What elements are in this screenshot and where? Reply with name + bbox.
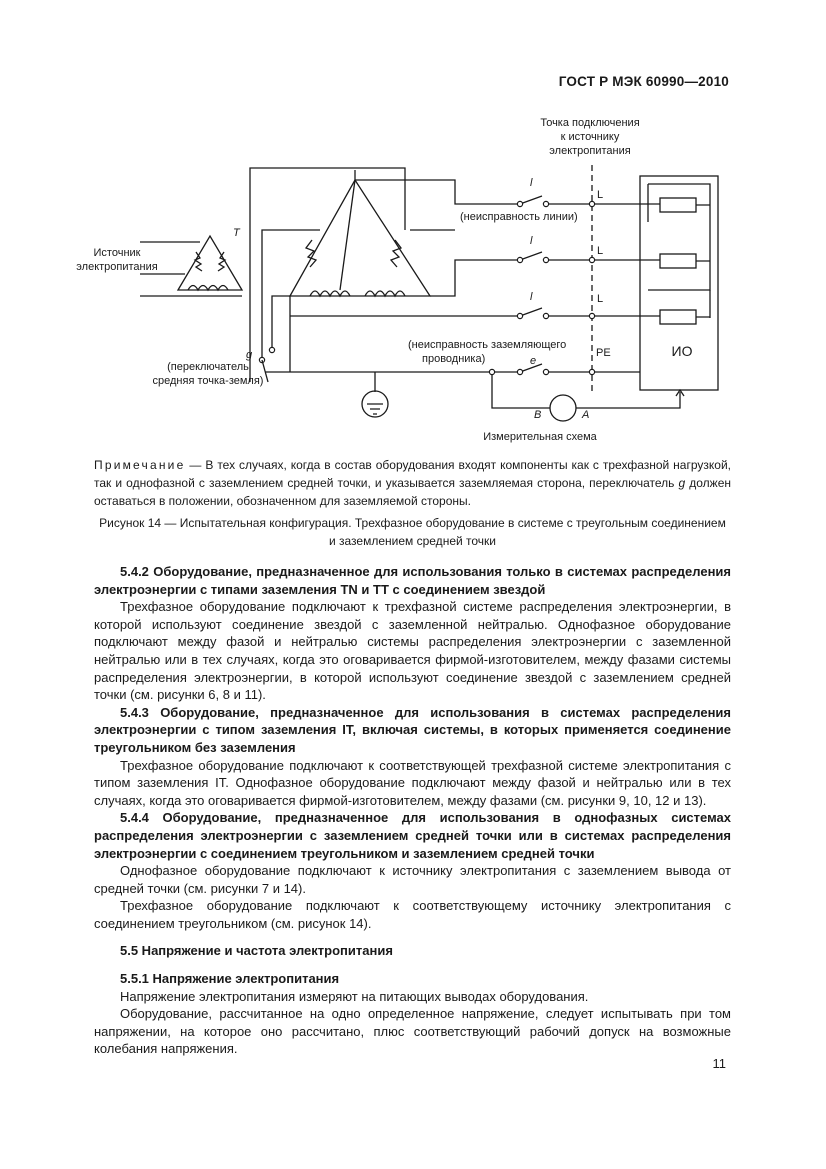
source-label-1: Источник bbox=[93, 247, 141, 259]
PE-label: PE bbox=[596, 347, 611, 359]
delta-transformer bbox=[290, 180, 430, 296]
L-label-1: L bbox=[597, 189, 604, 201]
section-5-4-2-title: 5.4.2 Оборудование, предназначенное для использования только в системах распределения электроэнергии с типами заземления TN и TT с соединением звездой bbox=[94, 564, 731, 597]
pe-fault-label-2: проводника) bbox=[422, 353, 486, 365]
connection-point-label-3: электропитания bbox=[549, 145, 631, 157]
switch-e-label: e bbox=[530, 355, 537, 367]
measuring-circuit bbox=[550, 395, 576, 421]
caption-line-2: и заземлением средней точки bbox=[328, 534, 497, 548]
section-5-5-1-paragraph-2: Оборудование, рассчитанное на одно определенное напряжение, следует испытывать при том напряжении, на которое оно рассчитано, плюс соответствующий рабочий допуск на возможные колебания напряжения. bbox=[94, 1006, 731, 1057]
section-5-5-1-paragraph-1: Напряжение электропитания измеряют на питающих выводах оборудования. bbox=[120, 988, 589, 1004]
document-code: ГОСТ Р МЭК 60990—2010 bbox=[558, 74, 729, 89]
source-label-2: электропитания bbox=[76, 261, 158, 273]
source-transformer bbox=[178, 236, 242, 290]
section-5-4-3-paragraph: Трехфазное оборудование подключают к соответствующей трехфазной системе электропитания с типом заземления IT. Однофазное оборудование подключают между фазой и нейтралью или в тех случаях, когда это оговаривается фирмой-изготовителем, между фазами (см. рисунки 9, 10, 12 и 13). bbox=[94, 757, 731, 808]
eut-label: ИО bbox=[671, 343, 693, 359]
figure-caption bbox=[94, 514, 731, 550]
note-g: g bbox=[678, 476, 686, 490]
section-5-4-4-title: 5.4.4 Оборудование, предназначенное для использования в однофазных системах распределения электроэнергии с заземлением средней точки или в системах распределения электроэнергии с соединением треугольником и заземлением средней точки bbox=[94, 810, 731, 861]
switch-l-label-1: l bbox=[530, 177, 533, 189]
note-text-2: должен оставаться в положении, обозначенном для заземляемой стороны. bbox=[94, 476, 731, 508]
section-5-4-4-paragraph-2: Трехфазное оборудование подключают к соответствующему источнику электропитания с соединением треугольником (см. рисунок 14). bbox=[94, 898, 731, 931]
switch-l-2 bbox=[520, 252, 640, 260]
switch-g-desc-2: средняя точка-земля) bbox=[152, 375, 264, 387]
switch-l-label-3: l bbox=[530, 291, 533, 303]
switch-l-label-2: l bbox=[530, 235, 533, 247]
switch-e bbox=[495, 364, 640, 372]
section-5-5-title: 5.5 Напряжение и частота электропитания bbox=[120, 943, 393, 959]
page-number: 11 bbox=[712, 1056, 726, 1071]
note-text: — В тех случаях, когда в состав оборудования входят компоненты как с трехфазной нагрузкой, так и однофазной с заземлением средней точки, и указывается заземляемая сторона, переключатель bbox=[94, 458, 731, 490]
section-5-4-2-paragraph: Трехфазное оборудование подключают к трехфазной системе распределения электроэнергии, в которой используют соединение звездой с заземленной нейтралью. Однофазное оборудование подключают между фазой и нейтралью системы распределения электроэнергии с заземленной нейтралью или в тех случаях, когда это оговаривается фирмой-изготовителем, между фазами системы распределения электроэнергии, в которой используют соединение звездой с заземлением средней точки (см. рисунки 6, 8 и 11). bbox=[94, 599, 731, 703]
B-label: B bbox=[534, 409, 542, 421]
measuring-circuit-label: Измерительная схема bbox=[483, 431, 597, 443]
line-fault-label: (неисправность линии) bbox=[460, 211, 578, 223]
switch-l-3 bbox=[520, 308, 640, 316]
figure-note bbox=[94, 456, 731, 510]
main-text bbox=[94, 563, 731, 1058]
transformer-T-label: T bbox=[233, 227, 240, 239]
switch-g-desc-1: (переключатель bbox=[167, 361, 249, 373]
pe-fault-label-1: (неисправность заземляющего bbox=[408, 339, 567, 351]
section-5-4-3-title: 5.4.3 Оборудование, предназначенное для использования в системах распределения электроэнергии с типом заземления IT, включая системы, в которых применяется соединение треугольником без заземления bbox=[94, 704, 731, 755]
section-5-4-4-paragraph-1: Однофазное оборудование подключают к источнику электропитания с заземлением вывода от средней точки (см. рисунки 7 и 14). bbox=[94, 863, 731, 896]
switch-g-label: g bbox=[246, 349, 253, 361]
note-prefix: Примечание bbox=[94, 458, 186, 472]
A-label: A bbox=[582, 409, 590, 421]
section-5-5-1-title: 5.5.1 Напряжение электропитания bbox=[120, 971, 340, 987]
L-label-3: L bbox=[597, 293, 604, 305]
caption-line-1: Рисунок 14 — Испытательная конфигурация. Трехфазное оборудование в системе с треугольным соединением bbox=[99, 516, 726, 530]
switch-l-1 bbox=[520, 196, 640, 204]
L-label-2: L bbox=[597, 245, 604, 257]
test-configuration-diagram bbox=[0, 0, 826, 450]
connection-point-label-2: к источнику bbox=[560, 131, 620, 143]
connection-point-label-1: Точка подключения bbox=[540, 117, 640, 129]
